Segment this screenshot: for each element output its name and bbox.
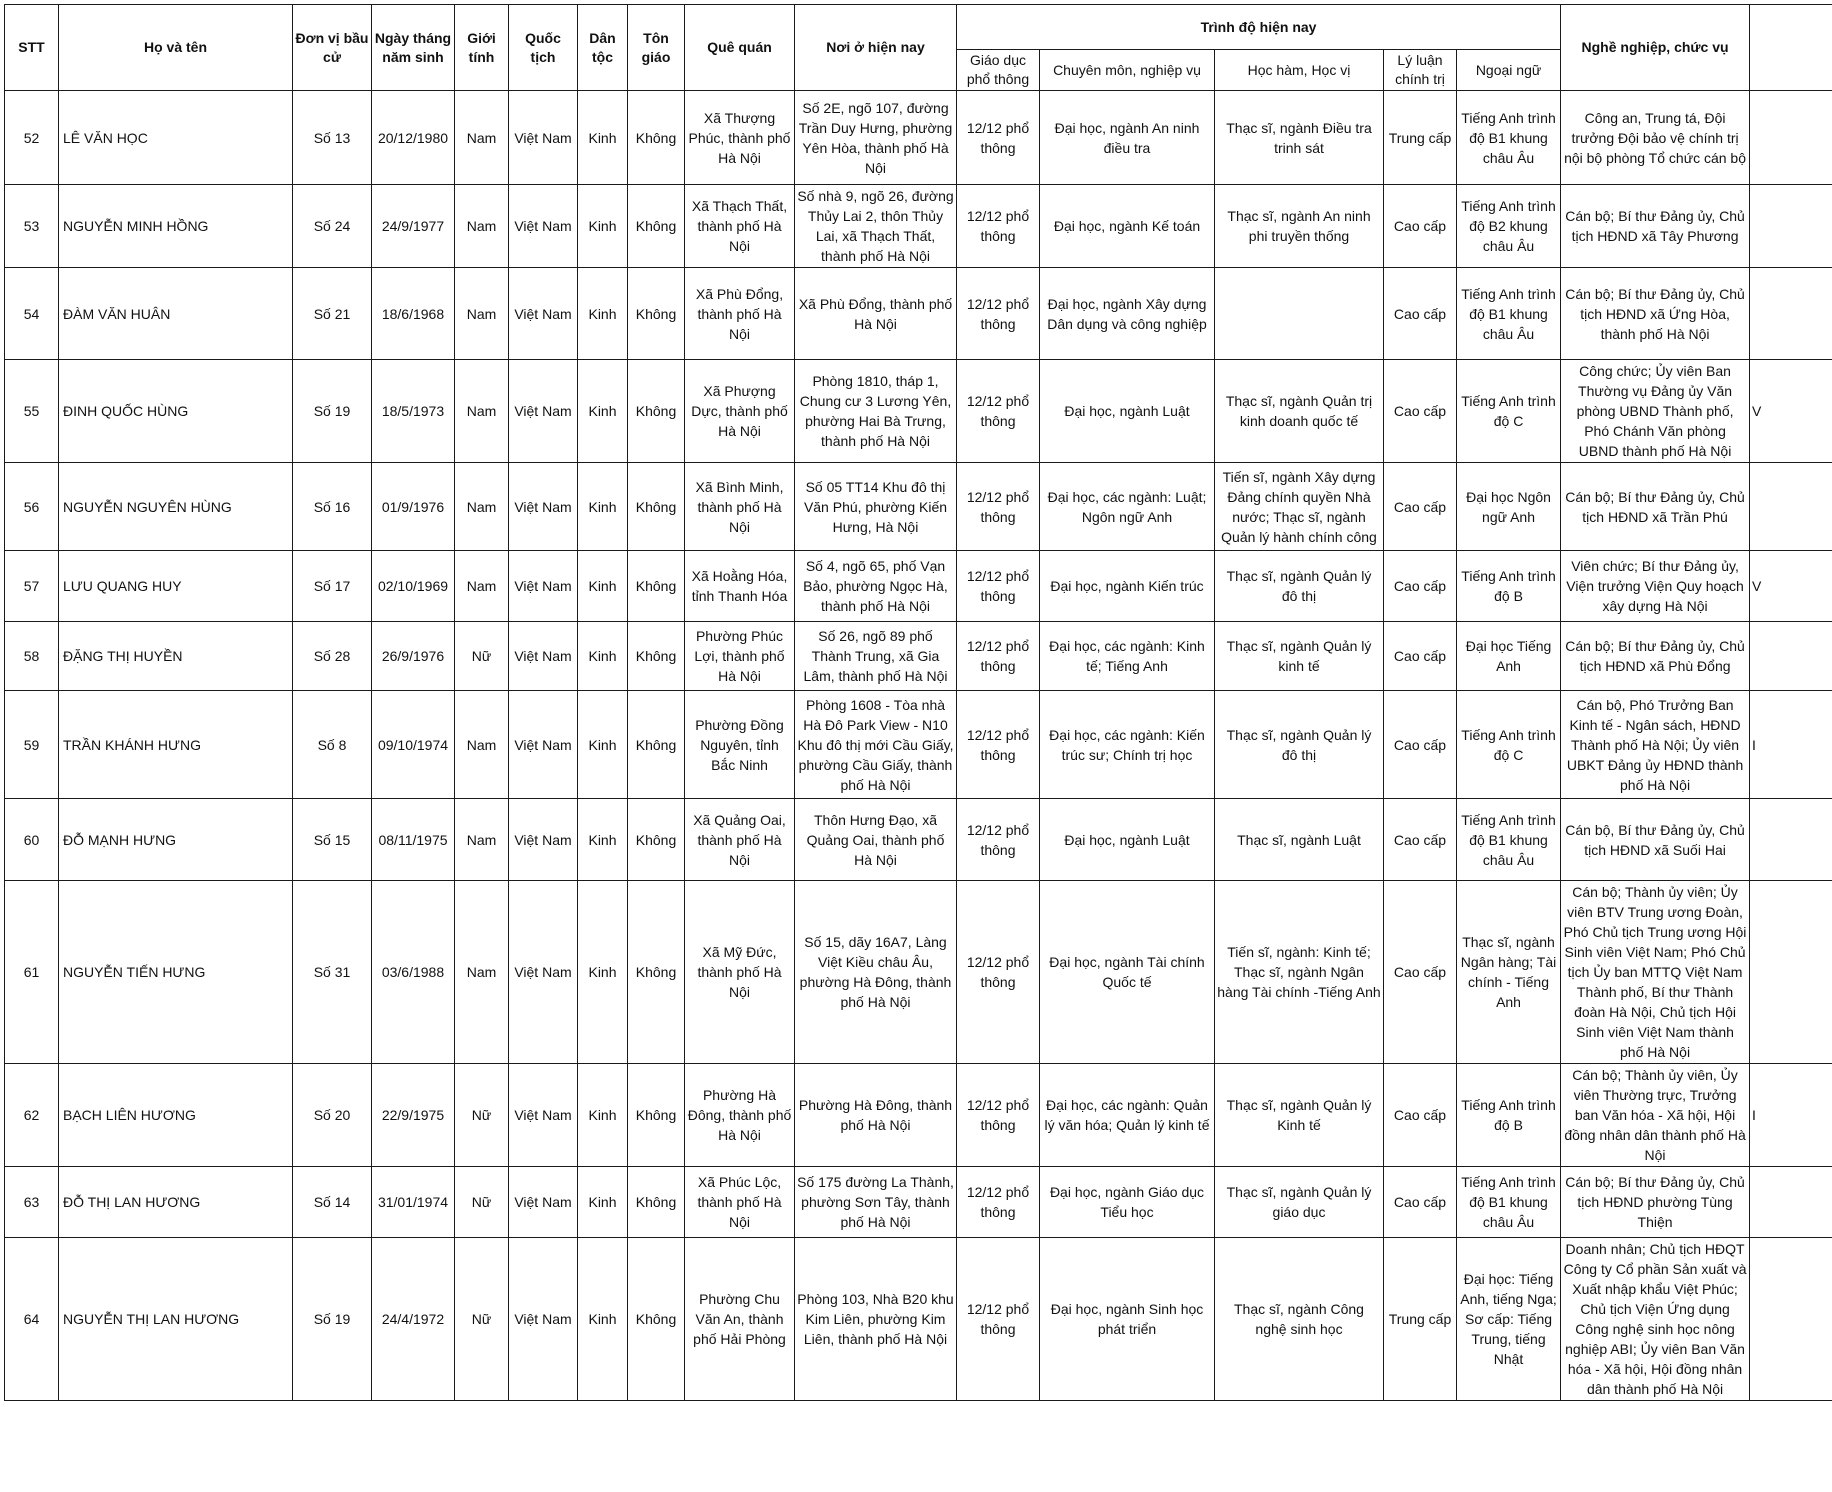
cell-dob: 18/5/1973: [372, 360, 455, 463]
cell-religion: Không: [628, 881, 685, 1064]
cell-unit: Số 28: [293, 622, 372, 691]
cell-religion: Không: [628, 691, 685, 799]
cell-occupation: Cán bộ; Thành ủy viên, Ủy viên Thường trực, Trưởng ban Văn hóa - Xã hội, Hội đồng nhân dân thành phố Hà Nội: [1561, 1064, 1750, 1167]
cell-stt: 58: [5, 622, 59, 691]
header-name: Họ và tên: [59, 5, 293, 91]
cell-specialty: Đại học, ngành Luật: [1040, 799, 1215, 881]
cell-specialty: Đại học, các ngành: Quản lý văn hóa; Quản lý kinh tế: [1040, 1064, 1215, 1167]
cell-occupation: Cán bộ; Bí thư Đảng ủy, Chủ tịch HĐND xã Tây Phương: [1561, 185, 1750, 268]
cell-degree: Thạc sĩ, ngành Quản lý đô thị: [1215, 551, 1384, 622]
cell-edge-fragment: I: [1750, 691, 1832, 799]
header-education-group: Trình độ hiện nay: [957, 5, 1561, 50]
candidate-table-sheet: [4, 4, 1832, 1401]
table-row: [5, 463, 1832, 551]
cell-nationality: Việt Nam: [509, 551, 578, 622]
header-general-edu: Giáo dục phổ thông: [957, 50, 1040, 91]
cell-unit: Số 20: [293, 1064, 372, 1167]
cell-edge-fragment: [1750, 268, 1832, 360]
cell-occupation: Công chức; Ủy viên Ban Thường vụ Đảng ủy Văn phòng UBND Thành phố, Phó Chánh Văn phòng UBND thành phố Hà Nội: [1561, 360, 1750, 463]
cell-nationality: Việt Nam: [509, 1064, 578, 1167]
cell-religion: Không: [628, 185, 685, 268]
cell-gender: Nam: [455, 881, 509, 1064]
cell-language: Đại học Tiếng Anh: [1457, 622, 1561, 691]
cell-specialty: Đại học, ngành Giáo dục Tiểu học: [1040, 1167, 1215, 1238]
cell-residence: Số 05 TT14 Khu đô thị Văn Phú, phường Kiến Hưng, Hà Nội: [795, 463, 957, 551]
cell-unit: Số 8: [293, 691, 372, 799]
cell-language: Tiếng Anh trình độ B: [1457, 551, 1561, 622]
cell-residence: Số nhà 9, ngõ 26, đường Thủy Lai 2, thôn Thủy Lai, xã Thạch Thất, thành phố Hà Nội: [795, 185, 957, 268]
cell-name: NGUYỄN MINH HỒNG: [59, 185, 293, 268]
cell-stt: 62: [5, 1064, 59, 1167]
cell-degree: Tiến sĩ, ngành Xây dựng Đảng chính quyền Nhà nước; Thạc sĩ, ngành Quản lý hành chính công: [1215, 463, 1384, 551]
cell-hometown: Xã Phù Đổng, thành phố Hà Nội: [685, 268, 795, 360]
cell-gender: Nam: [455, 551, 509, 622]
cell-degree: Thạc sĩ, ngành Quản lý giáo dục: [1215, 1167, 1384, 1238]
cell-politics: Cao cấp: [1384, 551, 1457, 622]
cell-hometown: Phường Phúc Lợi, thành phố Hà Nội: [685, 622, 795, 691]
cell-politics: Cao cấp: [1384, 1064, 1457, 1167]
cell-stt: 61: [5, 881, 59, 1064]
cell-specialty: Đại học, các ngành: Kinh tế; Tiếng Anh: [1040, 622, 1215, 691]
cell-specialty: Đại học, ngành An ninh điều tra: [1040, 91, 1215, 185]
cell-religion: Không: [628, 91, 685, 185]
cell-degree: Thạc sĩ, ngành Điều tra trinh sát: [1215, 91, 1384, 185]
cell-language: Tiếng Anh trình độ B1 khung châu Âu: [1457, 268, 1561, 360]
cell-politics: Trung cấp: [1384, 1238, 1457, 1401]
cell-ethnic: Kinh: [578, 1238, 628, 1401]
header-unit: Đơn vị bầu cử: [293, 5, 372, 91]
cell-general-edu: 12/12 phổ thông: [957, 360, 1040, 463]
cell-residence: Phòng 1608 - Tòa nhà Hà Đô Park View - N10 Khu đô thị mới Cầu Giấy, phường Cầu Giấy, thành phố Hà Nội: [795, 691, 957, 799]
cell-occupation: Cán bộ; Bí thư Đảng ủy, Chủ tịch HĐND xã Ứng Hòa, thành phố Hà Nội: [1561, 268, 1750, 360]
cell-hometown: Xã Bình Minh, thành phố Hà Nội: [685, 463, 795, 551]
cell-unit: Số 14: [293, 1167, 372, 1238]
cell-stt: 60: [5, 799, 59, 881]
cell-gender: Nữ: [455, 622, 509, 691]
cell-specialty: Đại học, ngành Luật: [1040, 360, 1215, 463]
header-politics: Lý luận chính trị: [1384, 50, 1457, 91]
cell-specialty: Đại học, ngành Sinh học phát triển: [1040, 1238, 1215, 1401]
cell-nationality: Việt Nam: [509, 185, 578, 268]
cell-residence: Số 4, ngõ 65, phố Vạn Bảo, phường Ngọc Hà, thành phố Hà Nội: [795, 551, 957, 622]
cell-ethnic: Kinh: [578, 881, 628, 1064]
cell-gender: Nữ: [455, 1238, 509, 1401]
cell-degree: Thạc sĩ, ngành Quản lý đô thị: [1215, 691, 1384, 799]
cell-residence: Số 15, dãy 16A7, Làng Việt Kiều châu Âu, phường Hà Đông, thành phố Hà Nội: [795, 881, 957, 1064]
cell-dob: 03/6/1988: [372, 881, 455, 1064]
cell-hometown: Xã Thượng Phúc, thành phố Hà Nội: [685, 91, 795, 185]
cell-unit: Số 16: [293, 463, 372, 551]
table-row: [5, 622, 1832, 691]
cell-occupation: Cán bộ, Phó Trưởng Ban Kinh tế - Ngân sách, HĐND Thành phố Hà Nội; Ủy viên UBKT Đảng ủy HĐND thành phố Hà Nội: [1561, 691, 1750, 799]
cell-language: Tiếng Anh trình độ C: [1457, 691, 1561, 799]
cell-stt: 64: [5, 1238, 59, 1401]
table-row: [5, 691, 1832, 799]
cell-unit: Số 21: [293, 268, 372, 360]
cell-residence: Phường Hà Đông, thành phố Hà Nội: [795, 1064, 957, 1167]
cell-hometown: Xã Mỹ Đức, thành phố Hà Nội: [685, 881, 795, 1064]
cell-name: LÊ VĂN HỌC: [59, 91, 293, 185]
cell-general-edu: 12/12 phổ thông: [957, 881, 1040, 1064]
cell-gender: Nữ: [455, 1167, 509, 1238]
cell-name: TRẦN KHÁNH HƯNG: [59, 691, 293, 799]
header-hometown: Quê quán: [685, 5, 795, 91]
cell-general-edu: 12/12 phổ thông: [957, 1238, 1040, 1401]
cell-language: Đại học: Tiếng Anh, tiếng Nga; Sơ cấp: Tiếng Trung, tiếng Nhật: [1457, 1238, 1561, 1401]
cell-degree: Thạc sĩ, ngành Quản lý Kinh tế: [1215, 1064, 1384, 1167]
candidate-table: [4, 4, 1832, 1401]
cell-stt: 54: [5, 268, 59, 360]
table-row: [5, 1167, 1832, 1238]
cell-edge-fragment: V: [1750, 360, 1832, 463]
cell-edge-fragment: [1750, 1238, 1832, 1401]
cell-edge-fragment: V: [1750, 551, 1832, 622]
cell-ethnic: Kinh: [578, 185, 628, 268]
table-row: [5, 185, 1832, 268]
cell-stt: 56: [5, 463, 59, 551]
cell-specialty: Đại học, các ngành: Luật; Ngôn ngữ Anh: [1040, 463, 1215, 551]
cell-language: Tiếng Anh trình độ B2 khung châu Âu: [1457, 185, 1561, 268]
table-header: [5, 5, 1832, 91]
cell-degree: Thạc sĩ, ngành Công nghệ sinh học: [1215, 1238, 1384, 1401]
cell-general-edu: 12/12 phổ thông: [957, 463, 1040, 551]
header-religion: Tôn giáo: [628, 5, 685, 91]
cell-language: Tiếng Anh trình độ B: [1457, 1064, 1561, 1167]
table-row: [5, 268, 1832, 360]
cell-ethnic: Kinh: [578, 551, 628, 622]
cell-degree: Thạc sĩ, ngành Quản trị kinh doanh quốc tế: [1215, 360, 1384, 463]
table-row: [5, 91, 1832, 185]
header-nationality: Quốc tịch: [509, 5, 578, 91]
cell-politics: Cao cấp: [1384, 799, 1457, 881]
cell-degree: Tiến sĩ, ngành: Kinh tế; Thạc sĩ, ngành Ngân hàng Tài chính -Tiếng Anh: [1215, 881, 1384, 1064]
cell-degree: Thạc sĩ, ngành An ninh phi truyền thống: [1215, 185, 1384, 268]
cell-occupation: Cán bộ; Thành ủy viên; Ủy viên BTV Trung ương Đoàn, Phó Chủ tịch Trung ương Hội Sinh viên Việt Nam; Phó Chủ tịch Ủy ban MTTQ Việt Nam Thành phố, Bí thư Thành đoàn Hà Nội, Chủ tịch Hội Sinh viên Việt Nam thành phố Hà Nội: [1561, 881, 1750, 1064]
cell-nationality: Việt Nam: [509, 268, 578, 360]
cell-language: Đại học Ngôn ngữ Anh: [1457, 463, 1561, 551]
cell-occupation: Cán bộ; Bí thư Đảng ủy, Chủ tịch HĐND phường Tùng Thiện: [1561, 1167, 1750, 1238]
cell-hometown: Xã Phúc Lộc, thành phố Hà Nội: [685, 1167, 795, 1238]
cell-religion: Không: [628, 360, 685, 463]
cell-edge-fragment: [1750, 622, 1832, 691]
cell-specialty: Đại học, ngành Tài chính Quốc tế: [1040, 881, 1215, 1064]
cell-ethnic: Kinh: [578, 1167, 628, 1238]
table-row: [5, 551, 1832, 622]
cell-name: NGUYỄN THỊ LAN HƯƠNG: [59, 1238, 293, 1401]
cell-unit: Số 24: [293, 185, 372, 268]
cell-stt: 57: [5, 551, 59, 622]
cell-hometown: Phường Hà Đông, thành phố Hà Nội: [685, 1064, 795, 1167]
cell-name: BẠCH LIÊN HƯƠNG: [59, 1064, 293, 1167]
cell-gender: Nam: [455, 185, 509, 268]
cell-hometown: Xã Phượng Dực, thành phố Hà Nội: [685, 360, 795, 463]
cell-residence: Số 26, ngõ 89 phố Thành Trung, xã Gia Lâm, thành phố Hà Nội: [795, 622, 957, 691]
cell-edge-fragment: [1750, 799, 1832, 881]
cell-gender: Nam: [455, 463, 509, 551]
cell-occupation: Cán bộ; Bí thư Đảng ủy, Chủ tịch HĐND xã Phù Đổng: [1561, 622, 1750, 691]
cell-gender: Nam: [455, 268, 509, 360]
cell-name: ĐẶNG THỊ HUYỀN: [59, 622, 293, 691]
table-body: [5, 91, 1832, 1401]
table-row: [5, 1064, 1832, 1167]
cell-occupation: Doanh nhân; Chủ tịch HĐQT Công ty Cổ phần Sản xuất và Xuất nhập khẩu Việt Phúc; Chủ tịch Viện Ứng dụng Công nghệ sinh học nông nghiệp ABI; Ủy viên Ban Văn hóa - Xã hội, Hội đồng nhân dân thành phố Hà Nội: [1561, 1238, 1750, 1401]
cell-general-edu: 12/12 phổ thông: [957, 268, 1040, 360]
header-edge-column: [1750, 5, 1832, 91]
cell-name: ĐÀM VĂN HUÂN: [59, 268, 293, 360]
cell-general-edu: 12/12 phổ thông: [957, 799, 1040, 881]
cell-ethnic: Kinh: [578, 799, 628, 881]
cell-edge-fragment: [1750, 463, 1832, 551]
cell-nationality: Việt Nam: [509, 1167, 578, 1238]
header-residence: Nơi ở hiện nay: [795, 5, 957, 91]
cell-religion: Không: [628, 551, 685, 622]
cell-unit: Số 31: [293, 881, 372, 1064]
cell-occupation: Cán bộ; Bí thư Đảng ủy, Chủ tịch HĐND xã Trần Phú: [1561, 463, 1750, 551]
cell-dob: 24/4/1972: [372, 1238, 455, 1401]
cell-stt: 63: [5, 1167, 59, 1238]
cell-dob: 24/9/1977: [372, 185, 455, 268]
cell-religion: Không: [628, 799, 685, 881]
cell-edge-fragment: [1750, 185, 1832, 268]
header-specialty: Chuyên môn, nghiệp vụ: [1040, 50, 1215, 91]
table-row: [5, 1238, 1832, 1401]
cell-politics: Cao cấp: [1384, 268, 1457, 360]
cell-politics: Cao cấp: [1384, 881, 1457, 1064]
cell-religion: Không: [628, 1064, 685, 1167]
cell-stt: 52: [5, 91, 59, 185]
cell-dob: 18/6/1968: [372, 268, 455, 360]
cell-hometown: Xã Quảng Oai, thành phố Hà Nội: [685, 799, 795, 881]
cell-hometown: Phường Chu Văn An, thành phố Hải Phòng: [685, 1238, 795, 1401]
cell-general-edu: 12/12 phổ thông: [957, 1167, 1040, 1238]
cell-stt: 53: [5, 185, 59, 268]
cell-politics: Trung cấp: [1384, 91, 1457, 185]
cell-nationality: Việt Nam: [509, 881, 578, 1064]
cell-ethnic: Kinh: [578, 463, 628, 551]
cell-language: Tiếng Anh trình độ B1 khung châu Âu: [1457, 91, 1561, 185]
cell-dob: 08/11/1975: [372, 799, 455, 881]
cell-name: ĐỖ THỊ LAN HƯƠNG: [59, 1167, 293, 1238]
cell-occupation: Công an, Trung tá, Đội trưởng Đội bảo vệ chính trị nội bộ phòng Tổ chức cán bộ: [1561, 91, 1750, 185]
cell-unit: Số 19: [293, 360, 372, 463]
cell-politics: Cao cấp: [1384, 463, 1457, 551]
cell-religion: Không: [628, 622, 685, 691]
cell-degree: Thạc sĩ, ngành Quản lý kinh tế: [1215, 622, 1384, 691]
cell-politics: Cao cấp: [1384, 622, 1457, 691]
header-gender: Giới tính: [455, 5, 509, 91]
cell-specialty: Đại học, ngành Xây dựng Dân dụng và công nghiệp: [1040, 268, 1215, 360]
cell-ethnic: Kinh: [578, 622, 628, 691]
cell-hometown: Phường Đồng Nguyên, tỉnh Bắc Ninh: [685, 691, 795, 799]
header-language: Ngoại ngữ: [1457, 50, 1561, 91]
cell-residence: Thôn Hưng Đạo, xã Quảng Oai, thành phố Hà Nội: [795, 799, 957, 881]
cell-name: LƯU QUANG HUY: [59, 551, 293, 622]
cell-nationality: Việt Nam: [509, 799, 578, 881]
cell-general-edu: 12/12 phổ thông: [957, 622, 1040, 691]
cell-general-edu: 12/12 phổ thông: [957, 691, 1040, 799]
cell-gender: Nữ: [455, 1064, 509, 1167]
cell-unit: Số 13: [293, 91, 372, 185]
cell-ethnic: Kinh: [578, 1064, 628, 1167]
cell-politics: Cao cấp: [1384, 1167, 1457, 1238]
cell-nationality: Việt Nam: [509, 463, 578, 551]
table-row: [5, 360, 1832, 463]
cell-residence: Xã Phù Đổng, thành phố Hà Nội: [795, 268, 957, 360]
cell-stt: 59: [5, 691, 59, 799]
header-dob: Ngày tháng năm sinh: [372, 5, 455, 91]
cell-religion: Không: [628, 268, 685, 360]
header-stt: STT: [5, 5, 59, 91]
cell-residence: Số 2E, ngõ 107, đường Trần Duy Hưng, phường Yên Hòa, thành phố Hà Nội: [795, 91, 957, 185]
cell-ethnic: Kinh: [578, 360, 628, 463]
cell-residence: Phòng 1810, tháp 1, Chung cư 3 Lương Yên, phường Hai Bà Trưng, thành phố Hà Nội: [795, 360, 957, 463]
cell-language: Tiếng Anh trình độ B1 khung châu Âu: [1457, 799, 1561, 881]
cell-degree: Thạc sĩ, ngành Luật: [1215, 799, 1384, 881]
cell-dob: 31/01/1974: [372, 1167, 455, 1238]
header-ethnic: Dân tộc: [578, 5, 628, 91]
cell-unit: Số 15: [293, 799, 372, 881]
cell-hometown: Xã Hoằng Hóa, tỉnh Thanh Hóa: [685, 551, 795, 622]
cell-language: Tiếng Anh trình độ C: [1457, 360, 1561, 463]
cell-gender: Nam: [455, 691, 509, 799]
cell-edge-fragment: I: [1750, 1064, 1832, 1167]
cell-specialty: Đại học, các ngành: Kiến trúc sư; Chính trị học: [1040, 691, 1215, 799]
cell-nationality: Việt Nam: [509, 360, 578, 463]
cell-name: NGUYỄN TIẾN HƯNG: [59, 881, 293, 1064]
cell-residence: Phòng 103, Nhà B20 khu Kim Liên, phường Kim Liên, thành phố Hà Nội: [795, 1238, 957, 1401]
cell-dob: 22/9/1975: [372, 1064, 455, 1167]
cell-specialty: Đại học, ngành Kiến trúc: [1040, 551, 1215, 622]
cell-gender: Nam: [455, 91, 509, 185]
cell-religion: Không: [628, 463, 685, 551]
cell-religion: Không: [628, 1238, 685, 1401]
cell-name: ĐINH QUỐC HÙNG: [59, 360, 293, 463]
header-degree: Học hàm, Học vị: [1215, 50, 1384, 91]
cell-edge-fragment: [1750, 881, 1832, 1064]
cell-edge-fragment: [1750, 91, 1832, 185]
cell-nationality: Việt Nam: [509, 1238, 578, 1401]
cell-ethnic: Kinh: [578, 268, 628, 360]
cell-nationality: Việt Nam: [509, 91, 578, 185]
cell-edge-fragment: [1750, 1167, 1832, 1238]
cell-general-edu: 12/12 phổ thông: [957, 91, 1040, 185]
table-row: [5, 799, 1832, 881]
cell-occupation: Cán bộ, Bí thư Đảng ủy, Chủ tịch HĐND xã Suối Hai: [1561, 799, 1750, 881]
cell-name: NGUYỄN NGUYÊN HÙNG: [59, 463, 293, 551]
cell-occupation: Viên chức; Bí thư Đảng ủy, Viện trưởng Viện Quy hoạch xây dựng Hà Nội: [1561, 551, 1750, 622]
cell-religion: Không: [628, 1167, 685, 1238]
cell-unit: Số 19: [293, 1238, 372, 1401]
cell-dob: 26/9/1976: [372, 622, 455, 691]
cell-language: Thạc sĩ, ngành Ngân hàng; Tài chính - Tiếng Anh: [1457, 881, 1561, 1064]
cell-dob: 02/10/1969: [372, 551, 455, 622]
cell-general-edu: 12/12 phổ thông: [957, 1064, 1040, 1167]
cell-ethnic: Kinh: [578, 691, 628, 799]
cell-specialty: Đại học, ngành Kế toán: [1040, 185, 1215, 268]
cell-name: ĐỖ MẠNH HƯNG: [59, 799, 293, 881]
cell-unit: Số 17: [293, 551, 372, 622]
cell-nationality: Việt Nam: [509, 622, 578, 691]
cell-nationality: Việt Nam: [509, 691, 578, 799]
cell-ethnic: Kinh: [578, 91, 628, 185]
header-occupation: Nghề nghiệp, chức vụ: [1561, 5, 1750, 91]
cell-hometown: Xã Thạch Thất, thành phố Hà Nội: [685, 185, 795, 268]
cell-politics: Cao cấp: [1384, 185, 1457, 268]
cell-residence: Số 175 đường La Thành, phường Sơn Tây, thành phố Hà Nội: [795, 1167, 957, 1238]
cell-language: Tiếng Anh trình độ B1 khung châu Âu: [1457, 1167, 1561, 1238]
cell-dob: 20/12/1980: [372, 91, 455, 185]
cell-gender: Nam: [455, 799, 509, 881]
cell-politics: Cao cấp: [1384, 691, 1457, 799]
cell-degree: [1215, 268, 1384, 360]
cell-stt: 55: [5, 360, 59, 463]
table-row: [5, 881, 1832, 1064]
cell-gender: Nam: [455, 360, 509, 463]
cell-politics: Cao cấp: [1384, 360, 1457, 463]
cell-dob: 01/9/1976: [372, 463, 455, 551]
cell-general-edu: 12/12 phổ thông: [957, 185, 1040, 268]
cell-general-edu: 12/12 phổ thông: [957, 551, 1040, 622]
cell-dob: 09/10/1974: [372, 691, 455, 799]
